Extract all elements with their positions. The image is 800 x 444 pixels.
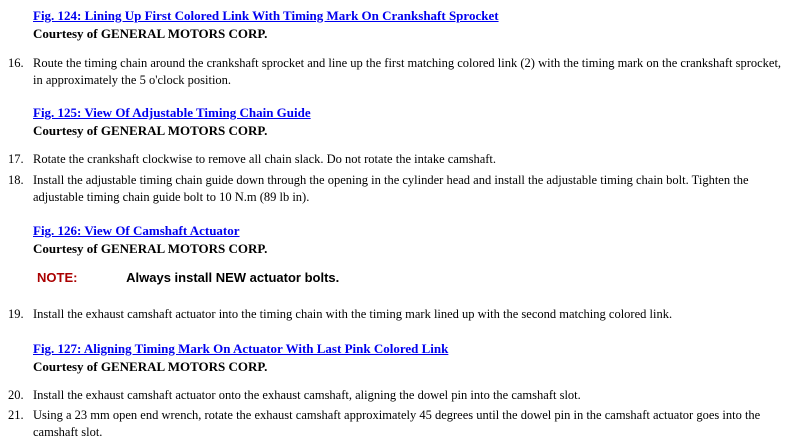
step-18-text: Install the adjustable timing chain guide down through the opening in the cylinder head and install the adjustable timing chain bolt. Tighten the adjustable timing chain guide bolt to 10 N.m (89 lb in). xyxy=(33,173,749,204)
step-16-text: Route the timing chain around the crankshaft sprocket and line up the first matching colored link (2) with the timing mark on the crankshaft sprocket, in approximately the 5 o'clock position. xyxy=(33,56,782,87)
step-16-number: 16. xyxy=(8,56,24,70)
figure-125-block xyxy=(33,104,793,140)
figure-126-link[interactable]: Fig. 126: View Of Camshaft Actuator xyxy=(33,223,240,238)
figure-127-block xyxy=(33,340,793,376)
figure-125-link[interactable]: Fig. 125: View Of Adjustable Timing Chain Guide xyxy=(33,105,311,120)
step-20-text: Install the exhaust camshaft actuator onto the exhaust camshaft, aligning the dowel pin into the camshaft slot. xyxy=(33,388,581,402)
figure-127-link[interactable]: Fig. 127: Aligning Timing Mark On Actuator With Last Pink Colored Link xyxy=(33,341,449,356)
step-21-number: 21. xyxy=(8,408,24,422)
figure-124-block xyxy=(33,7,793,43)
figure-126-courtesy: Courtesy of GENERAL MOTORS CORP. xyxy=(33,241,268,256)
figure-127-courtesy: Courtesy of GENERAL MOTORS CORP. xyxy=(33,359,268,374)
figure-124-courtesy: Courtesy of GENERAL MOTORS CORP. xyxy=(33,26,268,41)
figure-124-link[interactable]: Fig. 124: Lining Up First Colored Link With Timing Mark On Crankshaft Sprocket xyxy=(33,8,499,23)
note-callout xyxy=(37,270,339,285)
figure-126-block xyxy=(33,222,793,258)
note-text: Always install NEW actuator bolts. xyxy=(126,270,340,285)
step-17-number: 17. xyxy=(8,152,24,166)
step-19-text: Install the exhaust camshaft actuator into the timing chain with the timing mark lined up with the second matching colored link. xyxy=(33,307,673,321)
step-21-text: Using a 23 mm open end wrench, rotate the exhaust camshaft approximately 45 degrees until the dowel pin in the camshaft actuator goes into the camshaft slot. xyxy=(33,408,761,439)
step-19-number: 19. xyxy=(8,307,24,321)
step-20-number: 20. xyxy=(8,388,24,402)
figure-125-courtesy: Courtesy of GENERAL MOTORS CORP. xyxy=(33,123,268,138)
note-label: NOTE: xyxy=(37,270,78,285)
step-17-text: Rotate the crankshaft clockwise to remove all chain slack. Do not rotate the intake camshaft. xyxy=(33,152,497,166)
step-18-number: 18. xyxy=(8,173,24,187)
